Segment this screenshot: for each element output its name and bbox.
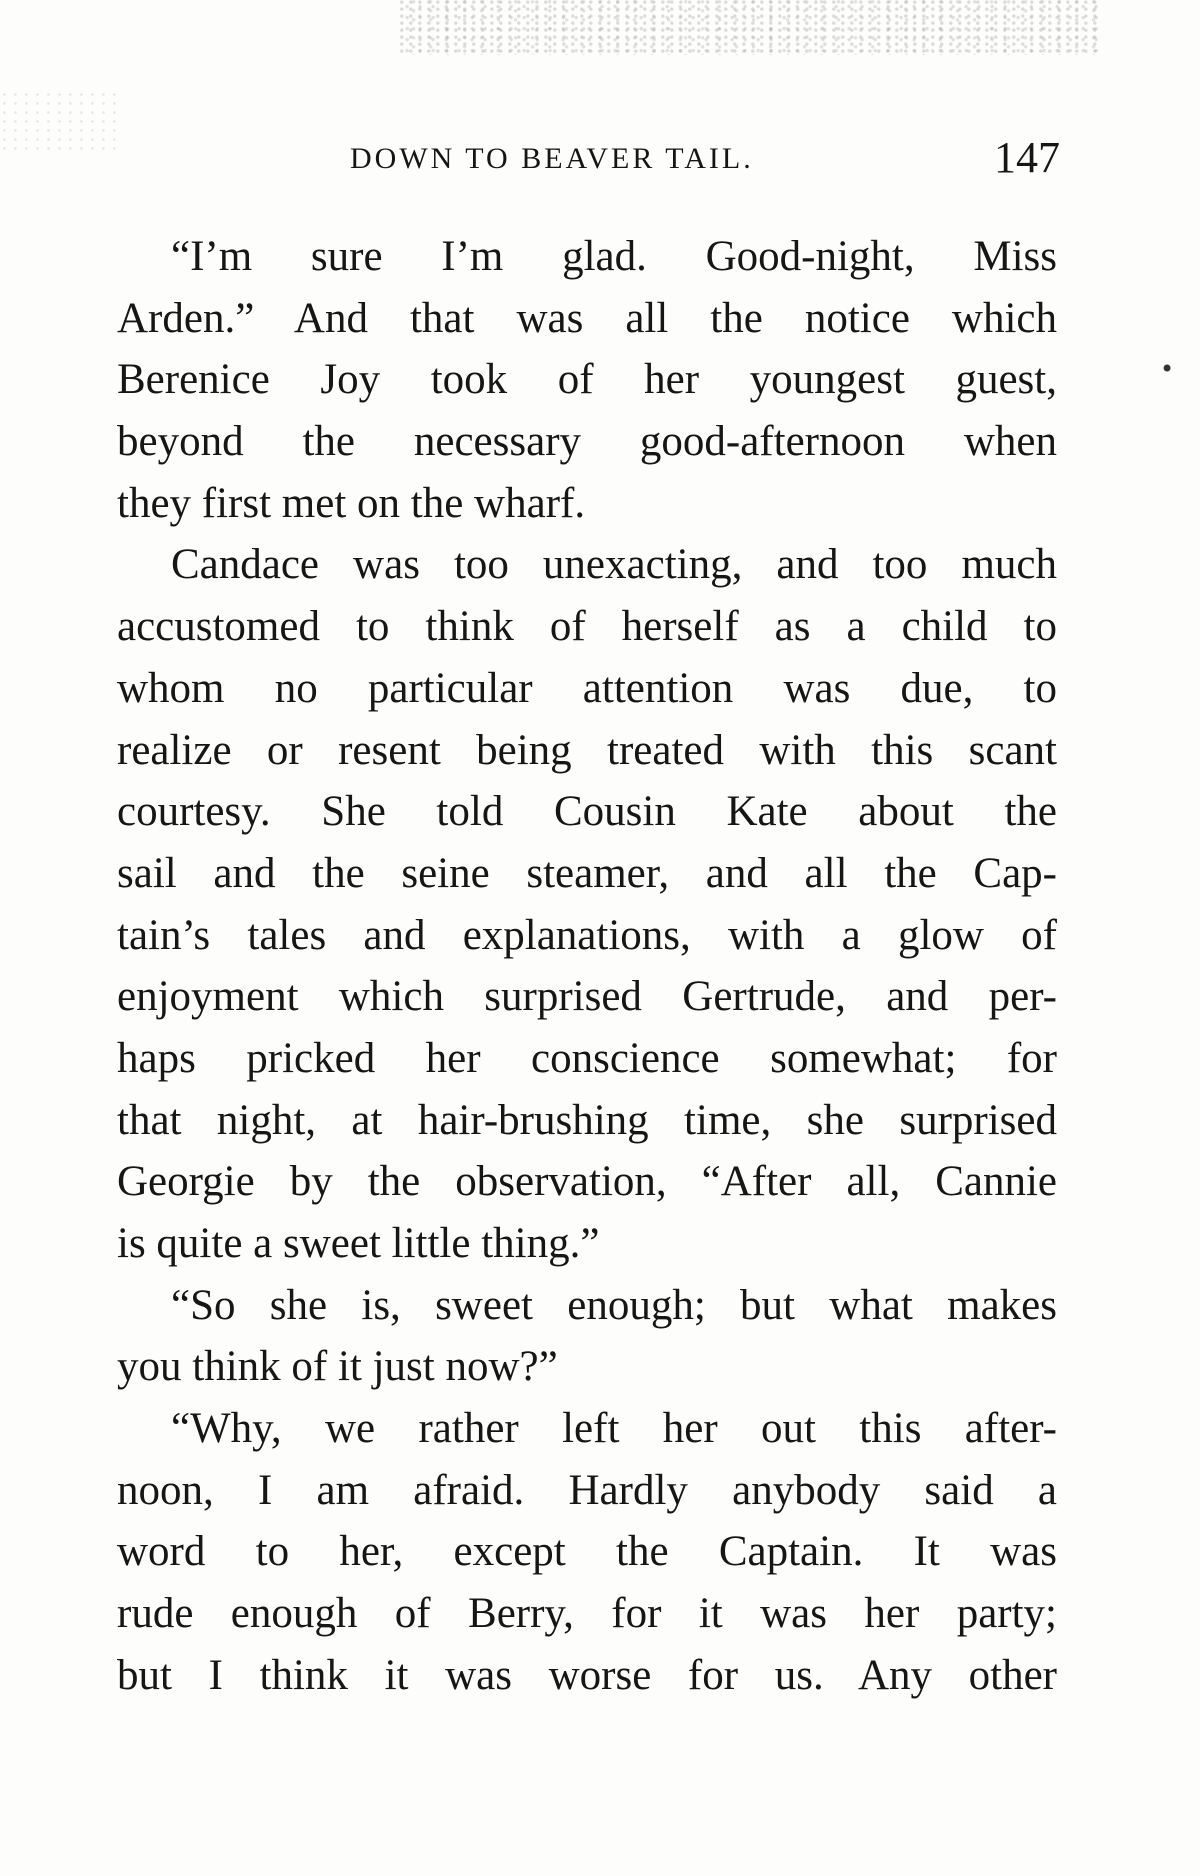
text-line: rude enough of Berry, for it was her party; — [117, 1590, 1057, 1638]
text-line: but I think it was worse for us. Any other — [117, 1651, 1057, 1699]
text-line: you think of it just now?” — [117, 1343, 558, 1391]
text-line: enjoyment which surprised Gertrude, and per- — [117, 973, 1057, 1021]
text-line: realize or resent being treated with this scant — [117, 726, 1057, 774]
text-line: Arden.” And that was all the notice which — [117, 294, 1057, 342]
text-line: haps pricked her conscience somewhat; for — [117, 1034, 1057, 1082]
text-line: is quite a sweet little thing.” — [117, 1220, 600, 1267]
scan-speckle — [0, 90, 120, 150]
text-line: “So she is, sweet enough; but what makes — [171, 1281, 1057, 1329]
body-text — [117, 226, 1057, 1707]
scan-dot: • — [1160, 355, 1175, 383]
text-line: Candace was too unexacting, and too much — [171, 541, 1057, 589]
running-head — [120, 132, 1060, 192]
page-number: 147 — [994, 133, 1060, 182]
text-line: Georgie by the observation, “After all, Cannie — [117, 1158, 1057, 1206]
text-line: tain’s tales and explanations, with a glow of — [117, 911, 1057, 959]
text-line: whom no particular attention was due, to — [117, 664, 1057, 712]
running-title: DOWN TO BEAVER TAIL. — [350, 142, 754, 175]
scan-speckle — [400, 0, 1100, 55]
text-line: Berenice Joy took of her youngest guest, — [117, 356, 1057, 404]
text-line: they first met on the wharf. — [117, 479, 586, 527]
text-line: noon, I am afraid. Hardly anybody said a — [117, 1466, 1057, 1514]
text-line: accustomed to think of herself as a child to — [117, 603, 1057, 651]
text-line: word to her, except the Captain. It was — [117, 1528, 1057, 1576]
text-line: beyond the necessary good-afternoon when — [117, 418, 1057, 466]
text-line: courtesy. She told Cousin Kate about the — [117, 788, 1057, 836]
text-line: “I’m sure I’m glad. Good-night, Miss — [171, 233, 1057, 280]
text-line: sail and the seine steamer, and all the Cap- — [117, 849, 1057, 897]
text-line: “Why, we rather left her out this after- — [171, 1405, 1057, 1453]
text-line: that night, at hair-brushing time, she surprised — [117, 1096, 1057, 1144]
